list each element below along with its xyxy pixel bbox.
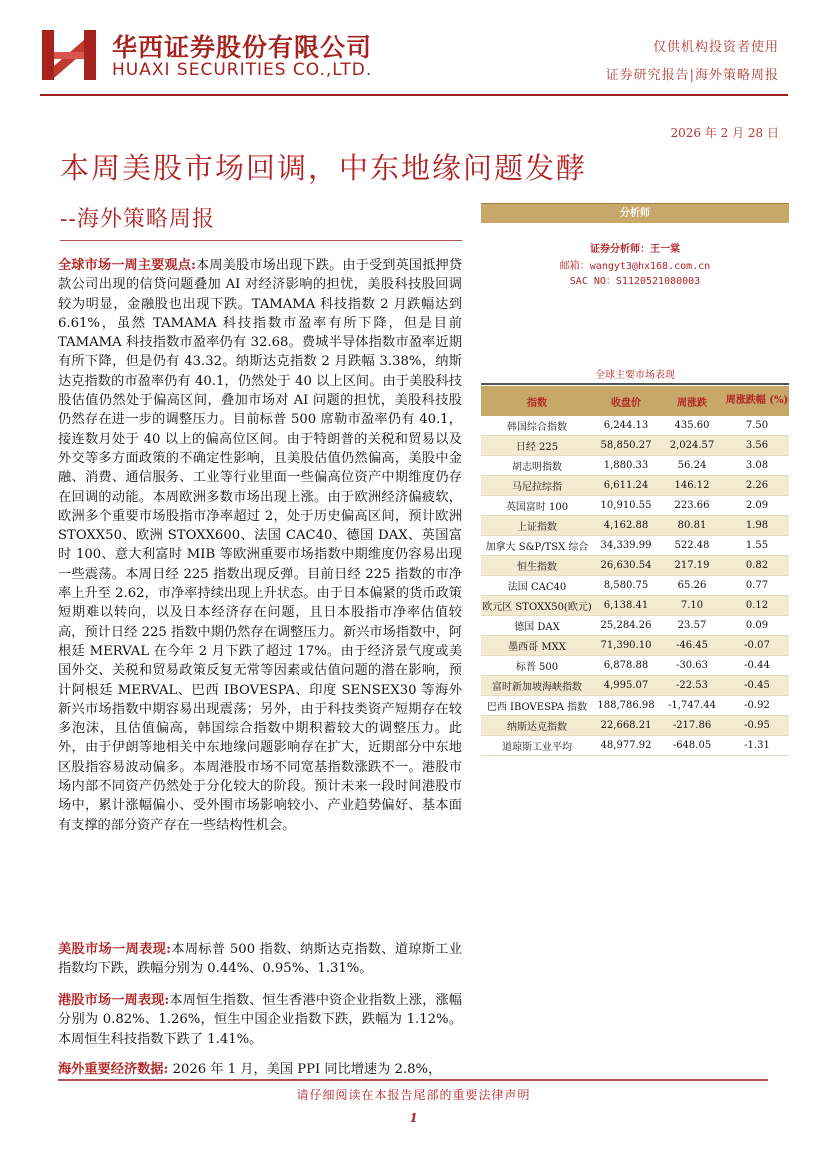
- close-cell: 71,390.10: [593, 636, 659, 656]
- header-weekly-change: 周涨跌: [659, 386, 725, 416]
- market-table-header-row: [481, 386, 789, 416]
- report-title: 本周美股市场回调，中东地缘问题发酵: [60, 151, 588, 185]
- table-row: [481, 736, 789, 756]
- pct-cell: 0.09: [725, 616, 789, 636]
- change-cell: 146.12: [659, 476, 725, 496]
- pct-cell: -0.44: [725, 656, 789, 676]
- pct-cell: 7.50: [725, 416, 789, 436]
- index-name-cell: 上证指数: [481, 516, 593, 536]
- market-table: [481, 386, 789, 756]
- header-weekly-pct: 周涨跌幅 (%): [725, 386, 789, 416]
- change-cell: -1,747.44: [659, 696, 725, 716]
- table-row: [481, 676, 789, 696]
- legal-disclaimer: 请仔细阅读在本报告尾部的重要法律声明: [296, 1088, 531, 1102]
- change-cell: 2,024.57: [659, 436, 725, 456]
- market-table-title: 全球主要市场表现: [595, 370, 675, 381]
- table-row: [481, 436, 789, 456]
- pct-cell: 2.09: [725, 496, 789, 516]
- subtitle-divider: [60, 240, 462, 241]
- close-cell: 6,244.13: [593, 416, 659, 436]
- close-cell: 48,977.92: [593, 736, 659, 756]
- change-cell: 65.26: [659, 576, 725, 596]
- pct-cell: -0.45: [725, 676, 789, 696]
- index-name-cell: 纳斯达克指数: [481, 716, 593, 736]
- pct-cell: 1.98: [725, 516, 789, 536]
- table-row: [481, 556, 789, 576]
- close-cell: 8,580.75: [593, 576, 659, 596]
- change-cell: 522.48: [659, 536, 725, 556]
- change-cell: -217.86: [659, 716, 725, 736]
- index-name-cell: 标普 500: [481, 656, 593, 676]
- pct-cell: 0.77: [725, 576, 789, 596]
- index-name-cell: 德国 DAX: [481, 616, 593, 636]
- close-cell: 6,611.24: [593, 476, 659, 496]
- pct-cell: 1.55: [725, 536, 789, 556]
- index-name-cell: 道琼斯工业平均: [481, 736, 593, 756]
- close-cell: 34,339.99: [593, 536, 659, 556]
- audience-note: 仅供机构投资者使用: [652, 40, 779, 55]
- index-name-cell: 富时新加坡海峡指数: [481, 676, 593, 696]
- report-type: 证券研究报告|海外策略周报: [605, 68, 779, 83]
- change-cell: 23.57: [659, 616, 725, 636]
- analyst-email[interactable]: 邮箱：wangyt3@hx168.com.cn: [559, 261, 711, 272]
- close-cell: 6,138.41: [593, 596, 659, 616]
- pct-cell: -1.31: [725, 736, 789, 756]
- close-cell: 25,284.26: [593, 616, 659, 636]
- market-table-body: [481, 416, 789, 756]
- table-row: [481, 576, 789, 596]
- lead-economic-data: 海外重要经济数据:: [58, 1062, 169, 1077]
- table-row: [481, 496, 789, 516]
- pct-cell: -0.07: [725, 636, 789, 656]
- pct-cell: 3.56: [725, 436, 789, 456]
- change-cell: 56.24: [659, 456, 725, 476]
- lead-global-view: 全球市场一周主要观点:: [58, 258, 196, 273]
- market-table-topline: [481, 383, 789, 385]
- paragraph-us-market: [58, 940, 462, 979]
- index-name-cell: 加拿大 S&P/TSX 综合: [481, 536, 593, 556]
- index-name-cell: 巴西 IBOVESPA 指数: [481, 696, 593, 716]
- close-cell: 4,995.07: [593, 676, 659, 696]
- lead-us-market: 美股市场一周表现:: [58, 942, 171, 957]
- pct-cell: -0.92: [725, 696, 789, 716]
- table-row: [481, 596, 789, 616]
- index-name-cell: 日经 225: [481, 436, 593, 456]
- text-hk-market: 本周恒生指数、恒生香港中资企业指数上涨，涨幅分别为 0.82%、1.26%，恒生中国企业指数下跌，跌幅为 1.12%。本周恒生科技指数下跌了 1.41%。: [58, 993, 463, 1047]
- close-cell: 1,880.33: [593, 456, 659, 476]
- index-name-cell: 英国富时 100: [481, 496, 593, 516]
- paragraph-economic-data: [58, 1060, 478, 1079]
- paragraph-hk-market: [58, 991, 462, 1049]
- change-cell: 223.66: [659, 496, 725, 516]
- table-row: [481, 516, 789, 536]
- header-divider: [40, 94, 788, 96]
- change-cell: -648.05: [659, 736, 725, 756]
- change-cell: -46.45: [659, 636, 725, 656]
- pct-cell: -0.95: [725, 716, 789, 736]
- table-row: [481, 416, 789, 436]
- index-name-cell: 法国 CAC40: [481, 576, 593, 596]
- table-row: [481, 456, 789, 476]
- index-name-cell: 马尼拉综指: [481, 476, 593, 496]
- pct-cell: 0.12: [725, 596, 789, 616]
- close-cell: 188,786.98: [593, 696, 659, 716]
- change-cell: 7.10: [659, 596, 725, 616]
- change-cell: 217.19: [659, 556, 725, 576]
- close-cell: 10,910.55: [593, 496, 659, 516]
- table-row: [481, 536, 789, 556]
- close-cell: 6,878.88: [593, 656, 659, 676]
- index-name-cell: 墨西哥 MXX: [481, 636, 593, 656]
- close-cell: 22,668.21: [593, 716, 659, 736]
- analyst-name: 证券分析师：王一棠: [590, 244, 680, 255]
- table-row: [481, 696, 789, 716]
- lead-hk-market: 港股市场一周表现:: [58, 993, 170, 1008]
- pct-cell: 0.82: [725, 556, 789, 576]
- table-row: [481, 716, 789, 736]
- table-row: [481, 616, 789, 636]
- company-name-cn: 华西证券股份有限公司: [112, 33, 373, 62]
- table-row: [481, 476, 789, 496]
- report-date: 2026 年 2 月 28 日: [670, 126, 779, 140]
- paragraph-global-view: [58, 256, 462, 835]
- header-close: 收盘价: [593, 386, 659, 416]
- close-cell: 26,630.54: [593, 556, 659, 576]
- header-index: 指数: [481, 386, 593, 416]
- analyst-band-label: 分析师: [620, 208, 650, 219]
- page-number: 1: [409, 1111, 418, 1125]
- text-economic-data: 2026 年 1 月，美国 PPI 同比增速为 2.8%，: [168, 1062, 442, 1077]
- change-cell: 80.81: [659, 516, 725, 536]
- index-name-cell: 胡志明指数: [481, 456, 593, 476]
- close-cell: 4,162.88: [593, 516, 659, 536]
- footer-divider: [58, 1079, 768, 1081]
- index-name-cell: 恒生指数: [481, 556, 593, 576]
- table-row: [481, 656, 789, 676]
- analyst-band: [481, 203, 789, 223]
- index-name-cell: 韩国综合指数: [481, 416, 593, 436]
- text-us-market: 本周标普 500 指数、纳斯达克指数、道琼斯工业指数均下跌，跌幅分别为 0.44%、0.95%、1.31%。: [58, 942, 462, 977]
- report-subtitle: --海外策略周报: [60, 207, 215, 232]
- pct-cell: 2.26: [725, 476, 789, 496]
- table-row: [481, 636, 789, 656]
- index-name-cell: 欧元区 STOXX50(欧元): [481, 596, 593, 616]
- company-logo: [40, 26, 98, 84]
- change-cell: 435.60: [659, 416, 725, 436]
- analyst-sac-number: SAC NO：S1120521080003: [569, 276, 701, 287]
- pct-cell: 3.08: [725, 456, 789, 476]
- text-global-view: 本周美股市场出现下跌。由于受到英国抵押贷款公司出现的信贷问题叠加 AI 对经济影响的担忧，美股科技股回调较为明显，金融股也出现下跌。TAMAMA 科技指数 2 月跌幅达到 6.61%，虽然 TAMAMA 科技指数市盈率有所下降，但是目前 TAMAMA 科技指数市盈率仍有 32.68。费城半导体指数市盈率近期有所下降，但是仍有 43.32。纳斯达克指数 2 月跌幅 3.38%，纳斯达克指数的市盈率仍有 40.1，仍然处于 40 以上区间。由于美股科技股估值仍然处于偏高区间，叠加市场对 AI 问题的担忧，美股科技股仍然存在进一步的调整压力。目前标普 500 席勒市盈率仍有 40.1，接连数月处于 40 以上的偏高位区间。由于特朗普的关税和贸易以及外交等多方面政策的不确定性影响，且美股估值仍然偏高，美股中金融、消费、通信服务、工业等行业里面一些偏高位资产中期维度仍存在回调的动能。本周欧洲多数市场出现上涨。由于欧洲经济偏疲软，欧洲多个重要市场股指市净率超过 2，处于历史偏高区间，预计欧洲 STOXX50、欧洲 STOXX600、法国 CAC40、德国 DAX、英国富时 100、意大利富时 MIB 等欧洲重要市场指数中期维度仍容易出现一些震荡。本周日经 225 指数出现反弹。目前日经 225 指数的市净率上升至 2.62，市净率持续出现上升状态。由于日本偏紧的货币政策短期难以转向，以及日本经济存在问题，且日本股指市净率估值较高，预计日经 225 指数中期仍然存在调整压力。新兴市场指数中，阿根廷 MERVAL 在今年 2 月下跌了超过 17%。由于经济景气度或美国外交、关税和贸易政策反复无常等因素或估值问题的潜在影响，预计阿根廷 MERVAL、巴西 IBOVESPA、印度 SENSEX30 等海外新兴市场指数中期容易出现震荡；另外，由于科技类资产短期存在较多泡沫，且估值偏高，韩国综合指数中期积蓄较大的调整压力。此外，由于伊朗等地相关中东地缘问题影响存在扩大，近期部分中东地区股指容易波动偏多。本周港股市场不同宽基指数涨跌不一。港股市场内部不同资产仍然处于分化较大的阶段。预计未来一段时间港股市场中，累计涨幅偏小、受外围市场影响较小、产业趋势偏好、基本面有支撑的部分资产存在一些结构性机会。: [58, 258, 463, 833]
- change-cell: -22.53: [659, 676, 725, 696]
- company-name-en: HUAXI SECURITIES CO.,LTD.: [112, 60, 373, 80]
- close-cell: 58,850.27: [593, 436, 659, 456]
- change-cell: -30.63: [659, 656, 725, 676]
